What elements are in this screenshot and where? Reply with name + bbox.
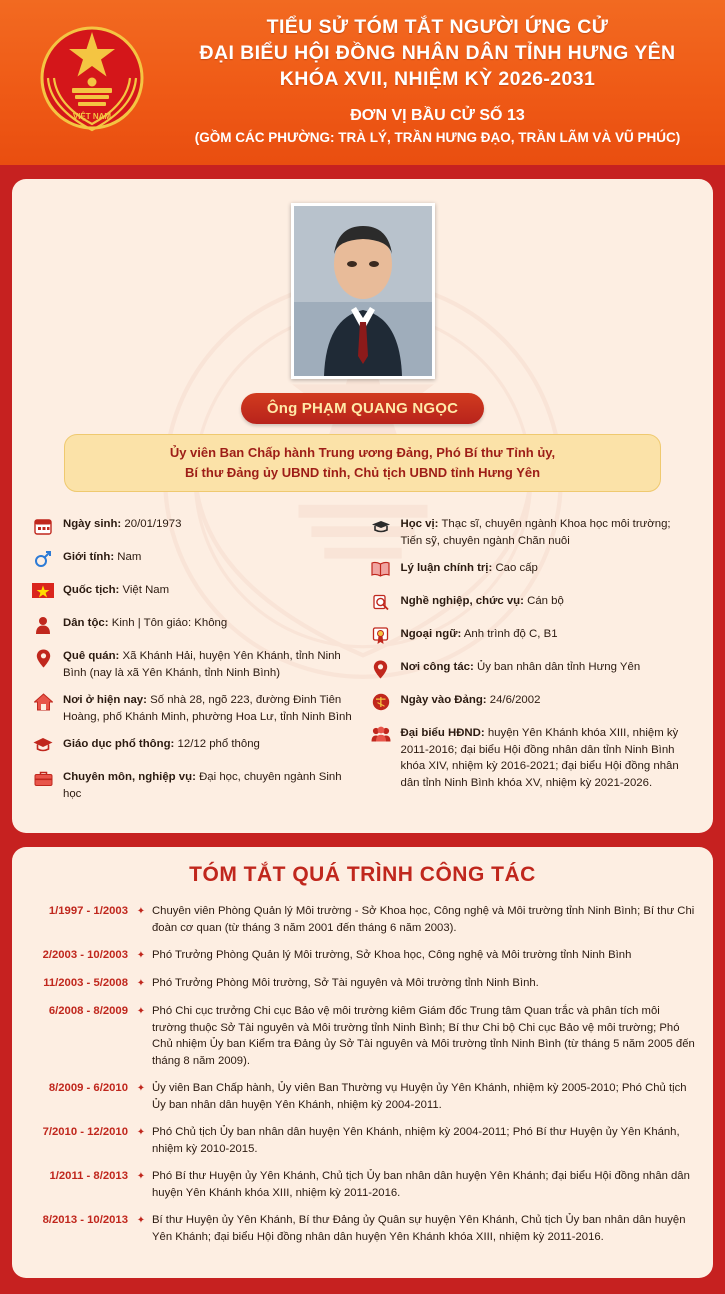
- diamond-bullet-icon: ✦: [136, 906, 146, 917]
- info-label: Dân tộc:: [63, 617, 109, 629]
- info-text: [63, 648, 358, 681]
- info-text: [63, 582, 169, 599]
- info-label: Ngày sinh:: [63, 518, 122, 530]
- candidate-title-line2: Bí thư Đảng ủy UBND tỉnh, Chủ tịch UBND tỉnh Hưng Yên: [184, 465, 541, 480]
- calendar-icon: [30, 516, 56, 538]
- header-banner: [0, 0, 725, 165]
- diamond-bullet-icon: ✦: [136, 1006, 146, 1017]
- career-period: 6/2008 - 8/2009: [48, 1005, 128, 1017]
- info-item: [30, 736, 358, 758]
- graduation-cap-icon: [30, 736, 56, 758]
- career-period: 8/2013 - 10/2013: [42, 1214, 128, 1226]
- candidate-card: [12, 179, 713, 833]
- candidate-photo: [291, 203, 435, 379]
- career-description: Bí thư Huyện ủy Yên Khánh, Bí thư Đảng ủy Quân sự huyện Yên Khánh, Chủ tịch Ủy ban nhân dân huyện Yên Khánh; đại biểu Hội đồng nhân dân huyện Yên Khánh khóa XIII, nhiệm kỳ 2011-2016.: [152, 1214, 686, 1243]
- career-period: 8/2009 - 6/2010: [48, 1082, 128, 1094]
- info-text: [63, 516, 181, 533]
- info-value: Nam: [117, 551, 142, 563]
- group-icon: [368, 725, 394, 747]
- info-item: [30, 549, 358, 571]
- career-item: [30, 1124, 695, 1157]
- career-item: [30, 947, 695, 964]
- header-unit: ĐƠN VỊ BẦU CỬ SỐ 13: [350, 107, 525, 124]
- info-value: Việt Nam: [122, 584, 170, 596]
- party-emblem-icon: [368, 692, 394, 714]
- info-item: [368, 626, 696, 648]
- career-item: [30, 903, 695, 936]
- career-card: [12, 847, 713, 1278]
- candidate-title-line1: Ủy viên Ban Chấp hành Trung ương Đảng, Phó Bí thư Tỉnh ủy,: [169, 445, 556, 460]
- info-item: [30, 615, 358, 637]
- certificate-icon: [368, 626, 394, 648]
- books-icon: [368, 516, 394, 538]
- info-label: Quê quán:: [63, 650, 120, 662]
- home-icon: [30, 692, 56, 714]
- info-label: Giáo dục phổ thông:: [63, 738, 175, 750]
- diamond-bullet-icon: ✦: [136, 950, 146, 961]
- career-description: Phó Chi cục trưởng Chi cục Bảo vệ môi trường kiêm Giám đốc Trung tâm Quan trắc và phân tích môi trường thuộc Sở Tài nguyên và Môi trường tỉnh Ninh Bình; Bí thư Chi bộ Chi cục Bảo vệ môi trường; Phó Chủ nhiệm Ủy ban Kiểm tra Đảng ủy Sở Tài nguyên và Môi trường tỉnh Ninh Bình (từ tháng 5 năm 2005 đến tháng 8 năm 2009).: [152, 1005, 695, 1067]
- diamond-bullet-icon: ✦: [136, 1215, 146, 1226]
- info-label: Ngoại ngữ:: [400, 628, 462, 640]
- info-item: [30, 769, 358, 802]
- info-item: [30, 516, 358, 538]
- candidate-title: [64, 434, 661, 492]
- career-period: 2/2003 - 10/2003: [42, 949, 128, 961]
- info-grid: [12, 500, 713, 833]
- career-item: [30, 1212, 695, 1245]
- header-unit-detail: (GỒM CÁC PHƯỜNG: TRÀ LÝ, TRẦN HƯNG ĐẠO, TRẦN LÃM VÀ VŨ PHÚC): [194, 130, 681, 145]
- info-value: 24/6/2002: [489, 694, 541, 706]
- info-value: huyện Yên Khánh khóa XIII, nhiệm kỳ 2011-2016; đại biểu Hội đồng nhân dân tỉnh Ninh Bình khóa XIV, nhiệm kỳ 2016-2021; đại biểu Hội đồng nhân dân tỉnh Ninh Bình khóa XV, nhiệm kỳ 2021-2026.: [400, 727, 679, 789]
- info-value: Thạc sĩ, chuyên ngành Khoa học môi trường; Tiến sỹ, chuyên ngành Chăn nuôi: [400, 518, 671, 547]
- career-item: [30, 1168, 695, 1201]
- career-description: Phó Bí thư Huyện ủy Yên Khánh, Chủ tịch Ủy ban nhân dân huyện Yên Khánh; đại biểu Hội đồng nhân dân huyện Yên Khánh khóa XIII, nhiệm kỳ 2011-2016.: [152, 1170, 690, 1199]
- info-label: Nghề nghiệp, chức vụ:: [400, 595, 524, 607]
- info-text: [401, 626, 558, 643]
- info-value: Đại học, chuyên ngành Sinh học: [63, 771, 342, 800]
- info-value: Kinh | Tôn giáo: Không: [111, 617, 228, 629]
- career-description: Phó Chủ tịch Ủy ban nhân dân huyện Yên Khánh, nhiệm kỳ 2004-2011; Phó Bí thư Huyện ủy Yên Khánh, nhiệm kỳ 2010-2015.: [152, 1126, 680, 1155]
- info-value: Số nhà 28, ngõ 223, đường Đinh Tiên Hoàng, phố Khánh Minh, phường Hoa Lư, tỉnh Ninh Bình: [63, 694, 352, 723]
- vietnam-emblem-icon: [28, 16, 156, 144]
- info-item: [368, 593, 696, 615]
- header-title-line3: KHÓA XVII, NHIỆM KỲ 2026-2031: [279, 68, 596, 90]
- briefcase-icon: [30, 769, 56, 791]
- info-label: Học vị:: [400, 518, 439, 530]
- info-label: Nơi ở hiện nay:: [63, 694, 147, 706]
- info-item: [368, 659, 696, 681]
- career-description: Phó Trưởng Phòng Môi trường, Sở Tài nguyên và Môi trường tỉnh Ninh Bình.: [152, 977, 539, 989]
- career-item: [30, 975, 695, 992]
- info-label: Ngày vào Đảng:: [400, 694, 487, 706]
- location-pin-icon: [30, 648, 56, 670]
- career-period: 11/2003 - 5/2008: [43, 977, 128, 989]
- header-title-line2: ĐẠI BIỂU HỘI ĐỒNG NHÂN DÂN TỈNH HƯNG YÊN: [199, 42, 676, 64]
- career-item: [30, 1080, 695, 1113]
- book-icon: [368, 560, 394, 582]
- flag-icon: [30, 582, 56, 604]
- info-item: [30, 692, 358, 725]
- info-item: [368, 516, 696, 549]
- career-period: 1/1997 - 1/2003: [48, 905, 128, 917]
- info-label: Quốc tịch:: [63, 584, 120, 596]
- info-label: Nơi công tác:: [400, 661, 474, 673]
- info-column-right: [368, 516, 696, 813]
- info-column-left: [30, 516, 358, 813]
- info-item: [30, 648, 358, 681]
- profile-section: [12, 179, 713, 500]
- svg-text:VIỆT NAM: VIỆT NAM: [72, 112, 112, 121]
- candidate-name: Ông PHẠM QUANG NGỌC: [241, 393, 484, 424]
- person-icon: [30, 615, 56, 637]
- info-value: Ủy ban nhân dân tỉnh Hưng Yên: [476, 661, 641, 673]
- info-text: [401, 692, 541, 709]
- info-text: [401, 725, 696, 791]
- career-period: 1/2011 - 8/2013: [49, 1170, 128, 1182]
- info-text: [63, 615, 227, 632]
- info-text: [401, 593, 564, 610]
- diamond-bullet-icon: ✦: [136, 1127, 146, 1138]
- info-text: [401, 659, 641, 676]
- info-label: Chuyên môn, nghiệp vụ:: [63, 771, 196, 783]
- info-value: Xã Khánh Hải, huyện Yên Khánh, tỉnh Ninh Bình (nay là xã Yên Khánh, tỉnh Ninh Bình): [63, 650, 341, 679]
- info-item: [368, 560, 696, 582]
- info-item: [368, 725, 696, 791]
- info-label: Lý luận chính trị:: [400, 562, 493, 574]
- info-text: [63, 549, 141, 566]
- info-value: Cán bộ: [527, 595, 564, 607]
- career-description: Ủy viên Ban Chấp hành, Ủy viên Ban Thường vụ Huyện ủy Yên Khánh, nhiệm kỳ 2005-2010; Phó Chủ tịch Ủy ban nhân dân huyện Yên Khánh, nhiệm kỳ 2004-2011.: [152, 1082, 687, 1111]
- info-value: Cao cấp: [495, 562, 538, 574]
- career-description: Chuyên viên Phòng Quản lý Môi trường - Sở Khoa học, Công nghệ và Môi trường tỉnh Ninh Bình; Bí thư Chi đoàn cơ quan (từ tháng 3 năm 2001 đến tháng 6 năm 2003).: [152, 905, 695, 934]
- location-pin-icon: [368, 659, 394, 681]
- info-value: 12/12 phổ thông: [177, 738, 260, 750]
- info-text: [63, 692, 358, 725]
- gender-icon: [30, 549, 56, 571]
- diamond-bullet-icon: ✦: [136, 1083, 146, 1094]
- info-text: [401, 560, 538, 577]
- career-section-title: TÓM TẮT QUÁ TRÌNH CÔNG TÁC: [189, 863, 536, 886]
- info-label: Đại biểu HĐND:: [400, 727, 485, 739]
- info-item: [30, 582, 358, 604]
- header-title-line1: TIỂU SỬ TÓM TẮT NGƯỜI ỨNG CỬ: [266, 16, 609, 38]
- diamond-bullet-icon: ✦: [136, 978, 146, 989]
- info-item: [368, 692, 696, 714]
- magnifier-icon: [368, 593, 394, 615]
- info-value: Anh trình độ C, B1: [463, 628, 558, 640]
- info-text: [63, 769, 358, 802]
- info-value: 20/01/1973: [124, 518, 182, 530]
- career-item: [30, 1003, 695, 1069]
- career-period: 7/2010 - 12/2010: [42, 1126, 128, 1138]
- info-text: [63, 736, 260, 753]
- info-label: Giới tính:: [63, 551, 115, 563]
- info-text: [401, 516, 696, 549]
- career-description: Phó Trưởng Phòng Quản lý Môi trường, Sở Khoa học, Công nghệ và Môi trường tỉnh Ninh Bình: [152, 949, 632, 961]
- diamond-bullet-icon: ✦: [136, 1171, 146, 1182]
